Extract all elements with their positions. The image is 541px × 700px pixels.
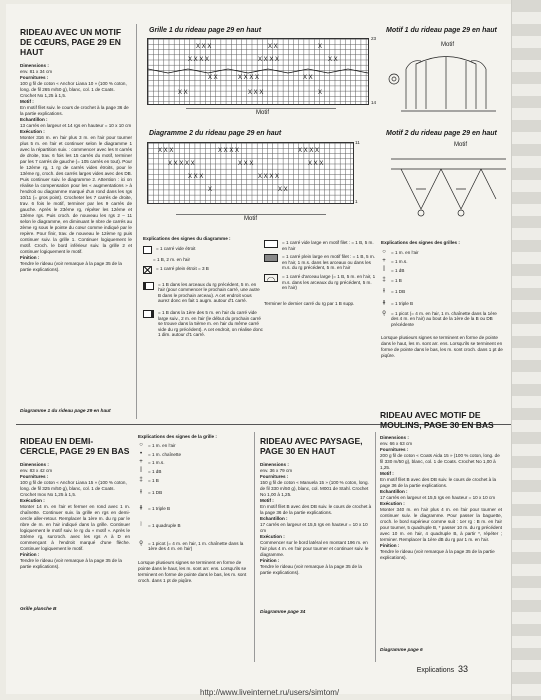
gauge-text: 17 carrés en largeur et 15,5 rgs en hauteur = 10 x 10 cm xyxy=(380,495,496,500)
source-url[interactable]: http://www.liveinternet.ru/users/simtom/ xyxy=(200,688,340,697)
crochet-motif-1 xyxy=(386,49,511,119)
label: Dimensions : xyxy=(260,462,289,467)
legend-text: = 1 carré plein étroit = 3 B xyxy=(156,265,209,271)
dimensions: env. 66 x 63 cm xyxy=(380,441,413,446)
legend-text: = 1 m.s. xyxy=(148,460,165,466)
legend-text: = 1 carré d'arceau large (= 1 B, 5 m. en l'air, 1 m.s. dans les arceaux du rg précédent, 5 m. en l'air) xyxy=(282,273,376,291)
section-hearts xyxy=(20,27,132,273)
legend-text: = 1 triple B xyxy=(148,505,171,511)
motif-label: Motif xyxy=(256,110,270,116)
label: Fournitures : xyxy=(380,447,409,452)
svg-text:X X X: X X X xyxy=(248,90,264,96)
decrease-square-icon xyxy=(143,310,154,318)
legend-text: = 1 m. en l'air xyxy=(148,443,176,448)
wide-empty-square-icon xyxy=(264,240,278,248)
gauge-text: 17 carrés en largeur et 15,5 rgs en hauteur = 10 x 10 cm xyxy=(260,522,368,533)
legend-title: Explications des signes des grilles : xyxy=(381,240,460,245)
section-windmills xyxy=(380,410,502,561)
label: Motif : xyxy=(20,99,34,104)
legend-text: = 1 m. en l'air xyxy=(391,250,419,255)
instructions-text: Monter 14 m. en l'air et fermer en rond avec 1 m. chaînette. Continuer suiv. la grille en rgs en demi-cercle aller-retour. Remplacer la 1ère m. du rg par le nbre de m. en l'air indiqué dans la grille. Continuer logiquement le motif suiv. le rg du « motif ». Après le 34ème rg, surcroch. avec les rgs A à D en commençant à l'endroit marqué d'une flèche. Continuer logiquement le motif. xyxy=(20,504,130,551)
legend-note: Terminer le dernier carré du rg par 1 B supp. xyxy=(264,300,355,306)
svg-text:X: X xyxy=(318,90,323,96)
row-number: 23 xyxy=(371,36,377,41)
filet-grid-1 xyxy=(147,38,369,105)
label: Fournitures : xyxy=(20,474,49,479)
dimensions: env. 36 x 79 cm xyxy=(260,468,293,473)
svg-text:X X X: X X X xyxy=(308,161,324,167)
label: Motif : xyxy=(380,471,394,476)
label: Motif : xyxy=(260,498,274,503)
motif-label: Motif xyxy=(244,216,258,222)
section-title: RIDEAU EN DEMI-CERCLE, PAGE 29 EN BAS xyxy=(20,436,130,456)
label: Echantillon : xyxy=(20,117,48,122)
supplies: 100 g fil de coton « Anchor Liana 10 » (100 % coton, long. de fil 265 m/50 g), blanc, col. 1 de Coats. Crochet No 1,25 à 1,5. xyxy=(20,81,127,98)
svg-text:X X X: X X X xyxy=(196,44,212,50)
svg-text:X X: X X xyxy=(278,187,288,193)
caption: Diagramme 1 du rideau page 29 en haut xyxy=(20,409,111,414)
legend-text: = 1 B xyxy=(148,478,159,484)
legend-title: Explications des signes de la grille : xyxy=(138,434,217,439)
label: Fournitures : xyxy=(20,75,49,80)
label: Echantillon : xyxy=(380,489,408,494)
legend-text: = 1 B dans les arceaux du rg précédent, 5 m. en l'air (pour commencer le prochain carré, une autre B dans le prochain arceau). A cet endroit vous aurez donc en fait 1 augm. autour d'1 carré. xyxy=(158,281,260,304)
legend-text: = 1 picot (= 4 m. en l'air, 1 m. chaînette dans la 1ère des 4 m. en l'air) xyxy=(148,540,244,552)
column-divider xyxy=(254,432,255,662)
row-number: 1 xyxy=(355,199,358,204)
arch-square-icon xyxy=(264,274,278,282)
svg-text:X X X X: X X X X xyxy=(188,57,210,63)
label: Echantillon : xyxy=(260,516,288,521)
legend-diagram xyxy=(143,236,263,341)
gauge-text: 13 carrés en largeur et 14 rgs en hauteur = 10 x 10 cm xyxy=(20,123,132,128)
label: Exécution : xyxy=(20,498,45,503)
motif-label: Motif xyxy=(441,42,455,48)
svg-text:X X: X X xyxy=(328,57,338,63)
svg-text:X X X X: X X X X xyxy=(298,148,320,154)
magazine-page xyxy=(6,4,512,694)
svg-text:X X X: X X X xyxy=(238,161,254,167)
legend-title: Explications des signes du diagramme : xyxy=(143,236,231,241)
filled-square-icon xyxy=(143,266,152,274)
label: Fournitures : xyxy=(260,474,289,479)
svg-text:X X: X X xyxy=(268,44,278,50)
caption: Diagramme page 6 xyxy=(380,648,423,653)
finishing-text: Tendre le rideau (voir remarque à la page 35 de la partie explications). xyxy=(20,261,122,272)
legend-text: = 1 carré vide large en motif filet : = 1 B, 5 m. en l'air xyxy=(282,240,374,251)
instructions-text: Monter 316 m. en l'air plus 3 m. en l'air pour tourner plus 5 m. en l'air et continuer selon le diagramme 1 avec la répartition suiv. : commencer avec les 8 carrés de droite, trav. 6 fois les 15 carrés du motif, terminer par les 7 carrés de gauche (= 105 carrés en tout). Pour le 12ème rg, 1 rg de carrés vides étroits, pour le 13ème rg, croch. des carrés larges vides avec des DB. Puis continuer suiv. le diagramme 2. Attention : ici on réalise la compensation pour les « augmentations » à l'endroit ou diagramme marqué d'un rond dans les rgs 10/11 (= gros point). Crocheter les 7 carrés de droite, trav. 6 fois le motif, terminer par les 9 carrés de gauche. Après le 23ème rg, répéter les 12ème et 13ème rgs. Puis croch. de nouveau les rgs 2 – 11 selon le diagramme, en diminuant le nbre de carrés au 2ème rg sous le pointe du cœur comme indiqué par le repère. Pour finir, trav. de nouveau le 12ème rg puis continuer suiv. la grille 1. Continuer logiquement le motif. Croch. le bord inférieur suiv. la grille 2 et continuer logiquement le motif. xyxy=(20,135,132,254)
legend-text: = 1 picot (= 4 m. en l'air, 1 m. chaînette dans la 1ère des 4 m. en l'air) au bout de la 1ère de la B ou DB précédente xyxy=(391,310,497,327)
finishing-text: Tendre le rideau (voir remarque à la page 35 de la partie explications). xyxy=(20,558,122,569)
label: Dimensions : xyxy=(380,435,409,440)
chart-title: Grille 1 du rideau page 29 en haut xyxy=(149,27,262,34)
section-title: RIDEAU AVEC UN MOTIF DE CŒURS, PAGE 29 EN HAUT xyxy=(20,27,122,57)
dimensions: env. 81 x 34 cm xyxy=(20,69,53,74)
legend-text: = 1 DB xyxy=(148,489,163,495)
legend-note: Lorsque plusieurs signes se terminent en forme de pointe dans le haut, les m. sont arr. ens. Lorsqu'ils se terminent en forme de pointe dans le bas, les m. sont croch. dans 1 pt de piqûre. xyxy=(138,559,247,583)
chart-title: Diagramme 2 du rideau page 29 en haut xyxy=(149,130,282,137)
svg-text:X: X xyxy=(318,44,323,50)
svg-text:X X X X X: X X X X X xyxy=(168,161,195,167)
legend-text: = 1 carré plein large en motif filet : = 1 B, 5 m. en l'air, 1 m.s. dans les arceaux ou dans les m.s. du rg précédent, 5 m. en l'air xyxy=(282,254,375,271)
finishing-text: Tendre le rideau (voir remarque à la page 35 de la partie explications). xyxy=(260,564,362,575)
legend-note: Lorsque plusieurs signes se terminent en forme de pointe dans le haut, les m. sont arr. ens. Lorsqu'ils se terminent en forme de pointe dans le bas, les m. sont croch. dans 1 pt de piqûre. xyxy=(381,335,503,359)
legend-text: = 1 DB xyxy=(391,289,406,295)
footer-section: Explications xyxy=(416,667,455,674)
page-number: 33 xyxy=(457,664,468,674)
column-divider xyxy=(375,432,376,662)
label: Dimensions : xyxy=(20,63,49,68)
column-divider xyxy=(136,24,137,419)
row-number: 14 xyxy=(371,100,377,105)
grid-marks xyxy=(148,143,353,203)
legend-text: = 1 dB xyxy=(391,268,405,274)
increase-square-icon xyxy=(143,282,154,290)
legend-grid-2: Explications des signes de la grille : ○ = 1 m. en l'air • = 1 m. chaînette + = 1 m.s. ꟾ = 1 dB ‡ = 1 B ⫲ = 1 DB ⫵ = 1 triple B ⦚ = 1 quadruple B ǫ = 1 picot (= 4 m. en l'air, 1 m. chaînette dans la 1ère des 4 m. en l'air) Lorsque plusieurs signes se terminent en forme de pointe dans le haut, les m. sont arr. ens. Lorsqu'ils se terminent en forme de pointe dans le bas, les m. sont croch. dans 1 pt de piqûre. xyxy=(138,434,250,584)
svg-text:X X X X: X X X X xyxy=(238,75,260,81)
label: Finition : xyxy=(380,543,400,548)
legend-diagram-2 xyxy=(264,240,376,307)
label: Exécution : xyxy=(20,129,45,134)
legend-text: = 1 B, 2 m. en l'air xyxy=(153,257,191,262)
label: Finition : xyxy=(20,552,40,557)
label: Exécution : xyxy=(260,534,285,539)
grid-marks xyxy=(148,39,368,104)
legend-grids: Explications des signes des grilles : ○ = 1 m. en l'air + = 1 m.s. ꟾ = 1 dB ‡ = 1 B ⫲ = 1 DB ⫵ = 1 triple B ǫ = 1 picot (= 4 m. en l'air, 1 m. chaînette dans la 1ère des 4 m. en l'air) au bout de la 1ère de la B ou DB précédente Lorsque plusieurs signes se terminent en forme de pointe dans le haut, les m. sont arr. ens. Lorsqu'ils se terminent en forme de pointe dans le bas, les m. sont croch. dans 1 pt de piqûre. xyxy=(381,240,503,359)
label: Finition : xyxy=(20,255,40,260)
legend-text: = 1 B xyxy=(391,277,402,283)
svg-text:X X: X X xyxy=(178,90,188,96)
chart-title: Motif 2 du rideau page 29 en haut xyxy=(386,130,497,137)
label: Finition : xyxy=(260,558,280,563)
legend-text: = 1 m.s. xyxy=(391,258,408,264)
page-edge xyxy=(511,0,541,700)
svg-text:X X X: X X X xyxy=(188,174,204,180)
section-title: RIDEAU AVEC MOTIF DE MOULINS, PAGE 30 EN BAS xyxy=(380,410,494,430)
wide-filled-square-icon xyxy=(264,254,278,262)
section-half-circle xyxy=(20,436,130,570)
filet-grid-2 xyxy=(147,142,354,204)
svg-text:X X X: X X X xyxy=(158,148,174,154)
pattern-text: En motif filet suiv. le cours de crochet à la page 36 de la partie explications. xyxy=(20,105,129,116)
supplies: 200 g fil de coton « Coats Aida 15 » (100 % coton, long. de fil 330 m/50 g), blanc, col. 1 de Coats. Crochet No 1,00 à 1,25. xyxy=(380,453,500,470)
supplies: 150 g fil de coton « Manuela 15 » (100 % coton, long. de fil 330 m/50 g), blanc, col. M001 de Stahl. Crochet No 1,00 à 1,25. xyxy=(260,480,369,497)
label: Dimensions : xyxy=(20,462,49,467)
instructions-text: Commencer sur le bord latéral en montant 196 m. en l'air plus 4 m. en l'air pour tourner et continuer suiv. le diagramme. xyxy=(260,540,369,557)
pattern-text: En motif filet B avec des DB suiv. le cours de crochet à la page 36 de la partie explications. xyxy=(260,504,372,515)
svg-text:X X X X: X X X X xyxy=(258,57,280,63)
svg-text:X: X xyxy=(208,187,213,193)
section-title: RIDEAU AVEC PAYSAGE, PAGE 30 EN HAUT xyxy=(260,436,363,456)
legend-text: = 1 quadruple B xyxy=(148,523,181,529)
motif-label: Motif xyxy=(454,142,468,148)
legend-text: = 1 triple B xyxy=(391,300,414,306)
legend-text: = 1 carré vide étroit xyxy=(156,246,196,251)
chart-title: Motif 1 du rideau page 29 en haut xyxy=(386,27,497,34)
page-footer xyxy=(417,664,468,674)
crochet-motif-2 xyxy=(386,149,511,229)
svg-text:X X: X X xyxy=(303,75,313,81)
svg-text:X X X X: X X X X xyxy=(258,174,280,180)
label: Exécution : xyxy=(380,501,405,506)
caption: Diagramme page 34 xyxy=(260,610,306,615)
section-landscape xyxy=(260,436,372,576)
supplies: 100 g fil de coton « Anchor Liana 15 » (100 % coton, long. de fil 325 m/50 g), blanc, col. 1 de Coats. Crochet Inox No 1,25 à 1,5. xyxy=(20,480,127,497)
svg-text:X X X X: X X X X xyxy=(218,148,240,154)
finishing-text: Tendre le rideau (voir remarque à la page 35 de la partie explications). xyxy=(380,549,495,560)
motif-bracket xyxy=(186,108,336,109)
legend-text: = 1 B dans la 1ère des 5 m. en l'air du carré vide large suiv., 2 m. en l'air (le début du prochain carré se trouve dans la 5ème m. en l'air du même carré vide du rg précédent). A cet endroit, on réalise donc 1 dim. autour d'1 carré. xyxy=(158,309,263,338)
pattern-text: En motif filet B avec des DB suiv. le cours de crochet à la page 36 de la partie explications. xyxy=(380,477,497,488)
motif-bracket xyxy=(176,214,326,215)
dimensions: env. 83 x 42 cm xyxy=(20,468,53,473)
empty-square-icon xyxy=(143,246,152,254)
legend-text: = 1 m. chaînette xyxy=(148,451,182,457)
row-number: 11 xyxy=(355,140,360,145)
legend-text: = 1 dB xyxy=(148,468,162,474)
caption: Grille planche B xyxy=(20,607,57,612)
instructions-text: Monter 340 m. en l'air plus 4 m. en l'air pour tourner et continuer suiv. le diagramme. Pour passer la baguette, croch. le bord supérieur comme suit : 1er rg : B m. en l'air pour tourner, 5 quadruple B, * passer 10 m. du rg précédent avec 10 m. en l'air, 4 quadruple B, à partir *, répéter ; terminer. Remplacer la 1ère dB du rg par 1 m. en l'air. xyxy=(380,507,502,542)
svg-text:X X: X X xyxy=(208,75,218,81)
